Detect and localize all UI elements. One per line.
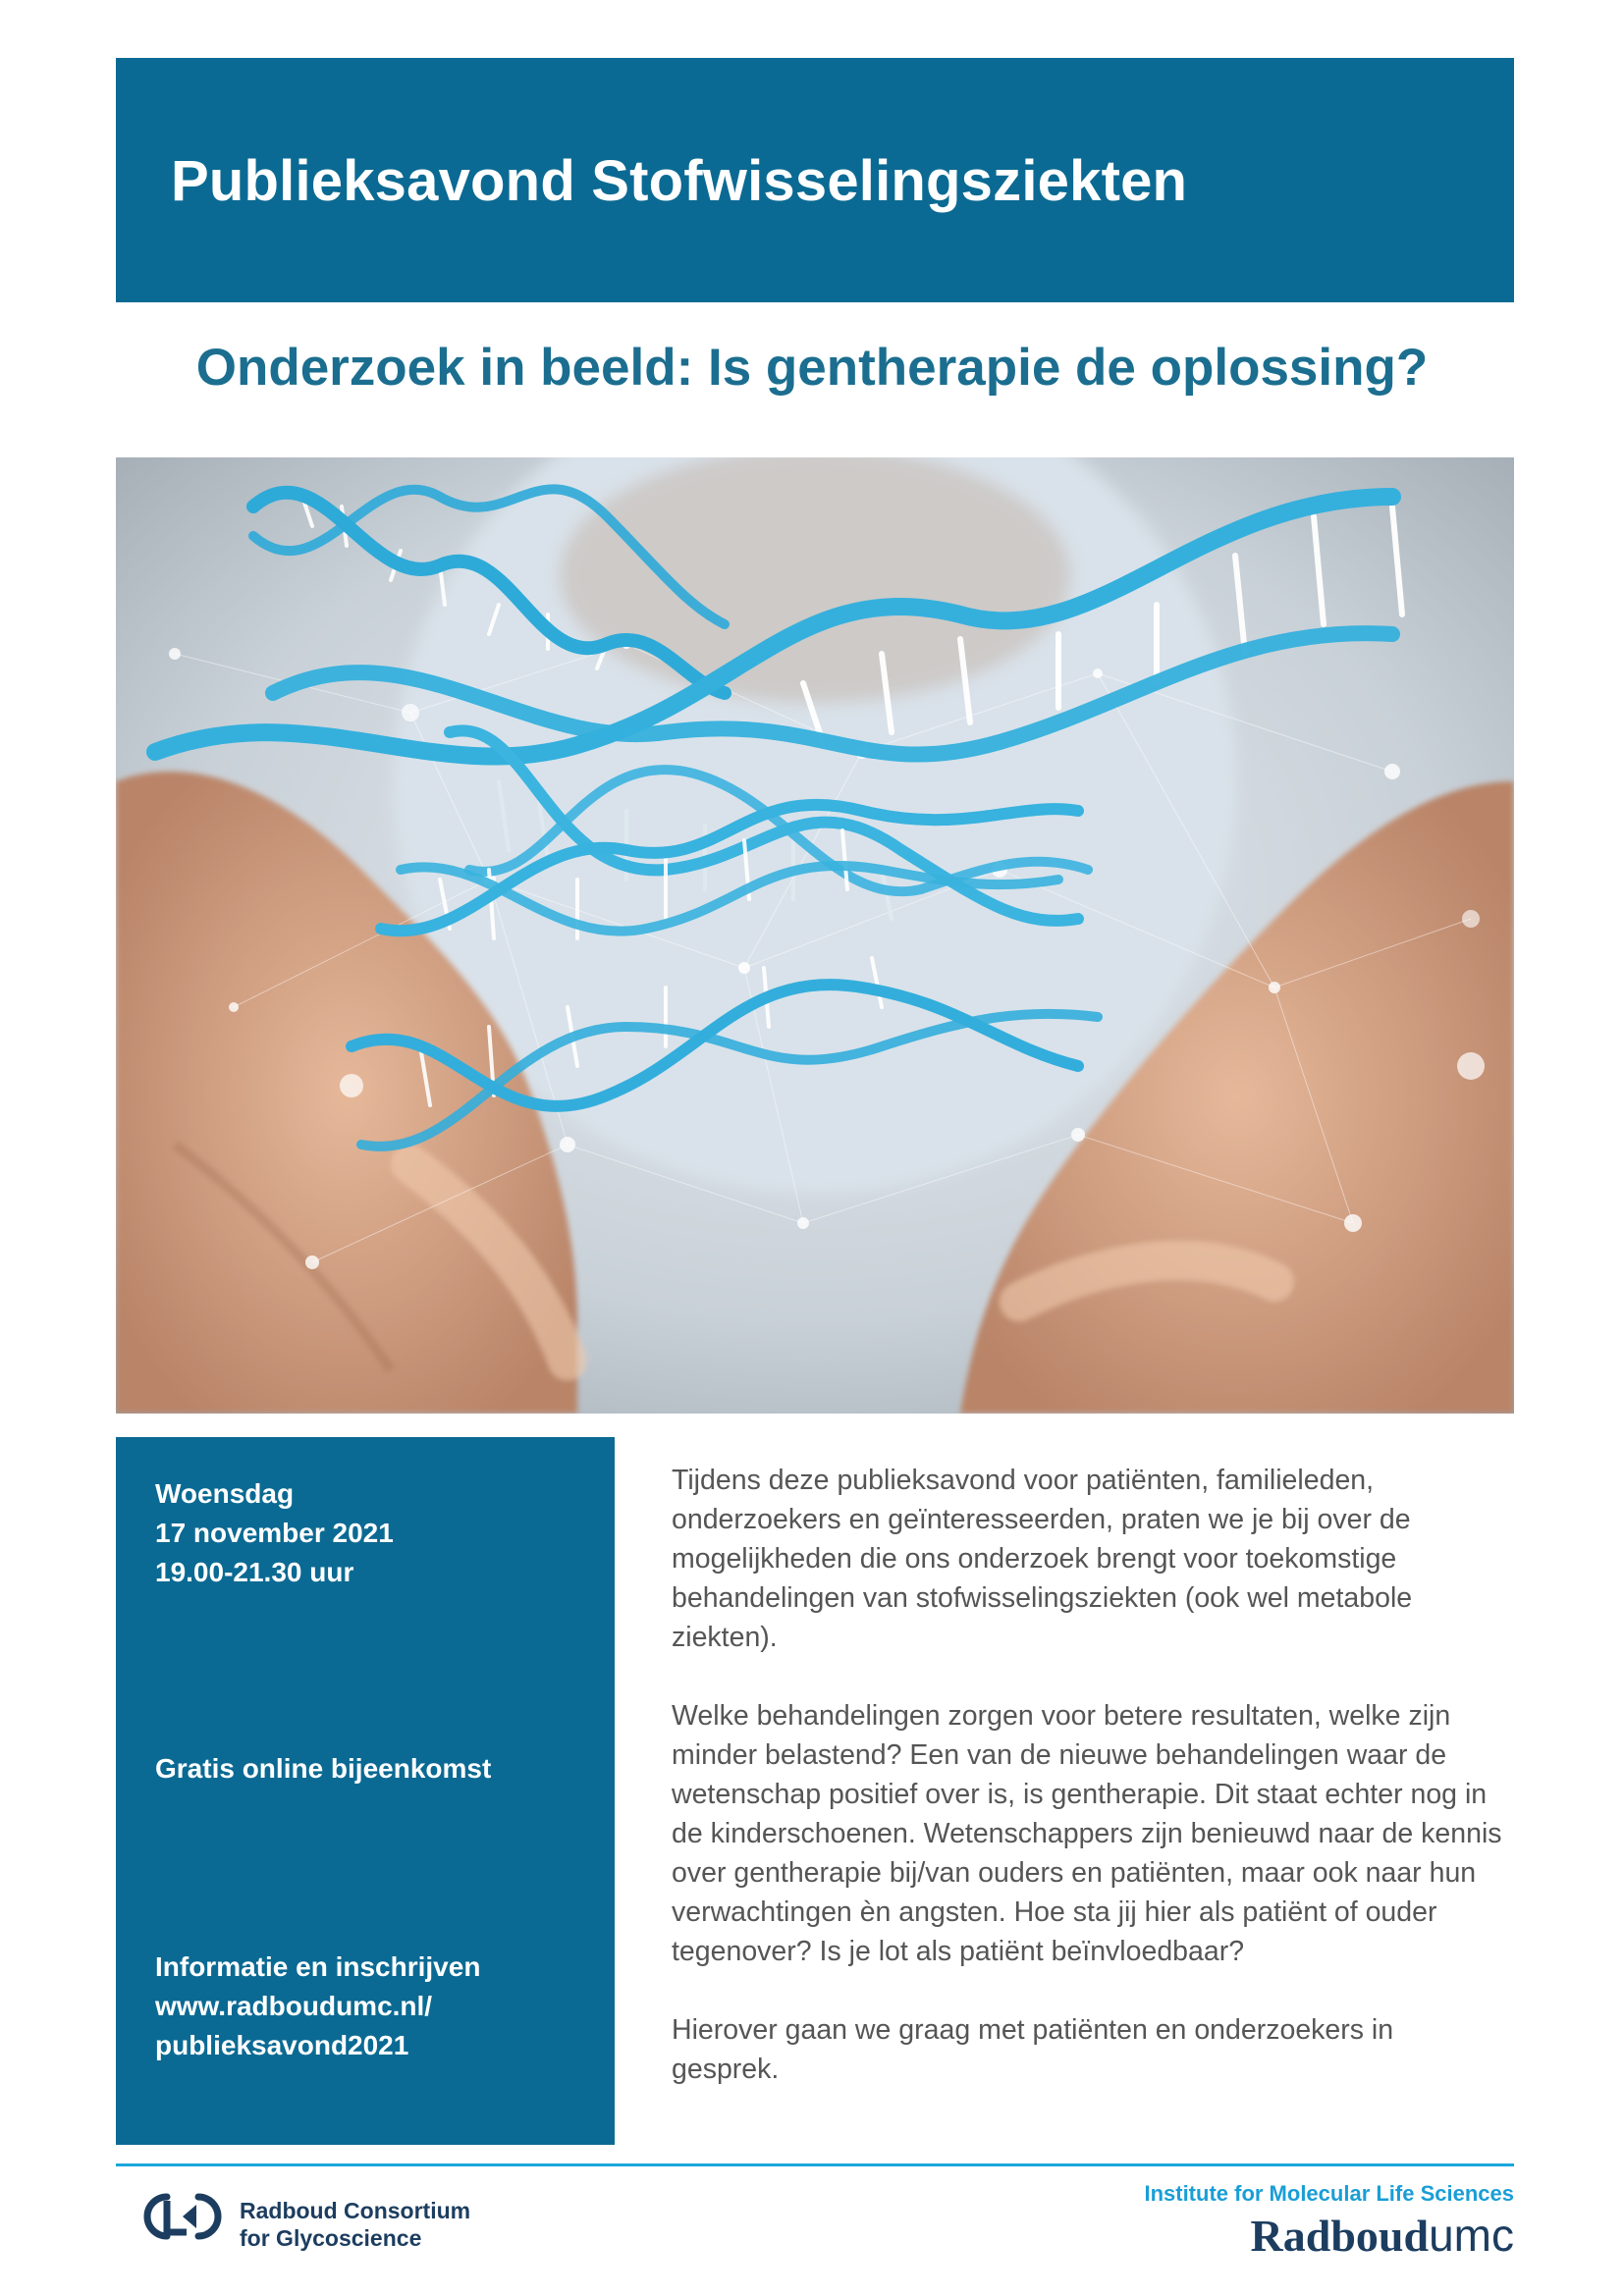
institute-name: Institute for Molecular Life Sciences [1144,2181,1514,2206]
body-paragraph-2: Welke behandelingen zorgen voor betere resultaten, welke zijn minder belastend? Een van de nieuwe behandelingen waar de wetenschap positief over is, is gentherapie. Dit staat echter nog in de kinderschoenen. Wetenschappers zijn benieuwd naar de kennis over gentherapie bij/van ouders en patiënten, maar ook naar hun verwachtingen èn angsten. Hoe sta jij hier als patiënt of ouder tegenover? Is je lot als patiënt beïnvloedbaar? [672,1700,1502,1967]
brand-radboud: Radboud [1250,2211,1430,2261]
event-registration [155,1948,480,2065]
body-text [672,1461,1506,2128]
registration-url-line1[interactable]: www.radboudumc.nl/ [155,1991,433,2021]
registration-url-line2[interactable]: publieksavond2021 [155,2030,409,2060]
registration-heading: Informatie en inschrijven [155,1951,481,1982]
event-type [155,1749,491,1789]
radboudumc-logo [1144,2181,1514,2261]
event-day: Woensdag [155,1478,295,1509]
consortium-logo-icon [137,2189,228,2244]
page-subtitle: Onderzoek in beeld: Is gentherapie de oplossing? [195,339,1429,397]
consortium-name [240,2197,470,2252]
radboudumc-wordmark [1144,2211,1514,2261]
consortium-logo [137,2189,471,2258]
event-date: 17 november 2021 [155,1518,394,1548]
body-paragraph-1: Tijdens deze publieksavond voor patiënten, familieleden, onderzoekers en geïnteresseerden, praten we je bij over de mogelijkheden die ons onderzoek brengt voor toekomstige behandelingen van stofwisselingsziekten (ook wel metabole ziekten). [672,1465,1413,1653]
body-paragraph-3: Hierover gaan we graag met patiënten en onderzoekers in gesprek. [672,2014,1394,2085]
consortium-name-line2: for Glycoscience [240,2225,422,2251]
event-time: 19.00-21.30 uur [155,1557,354,1587]
hero-image-dna-hands [116,457,1514,1414]
footer-divider [116,2163,1514,2166]
page-title: Publieksavond Stofwisselingsziekten [171,149,1188,213]
event-type-label: Gratis online bijeenkomst [155,1753,492,1784]
brand-umc: umc [1429,2210,1514,2261]
event-info-box [116,1437,615,2145]
consortium-name-line1: Radboud Consortium [240,2198,471,2223]
header-band [116,58,1514,302]
event-datetime [155,1474,394,1592]
